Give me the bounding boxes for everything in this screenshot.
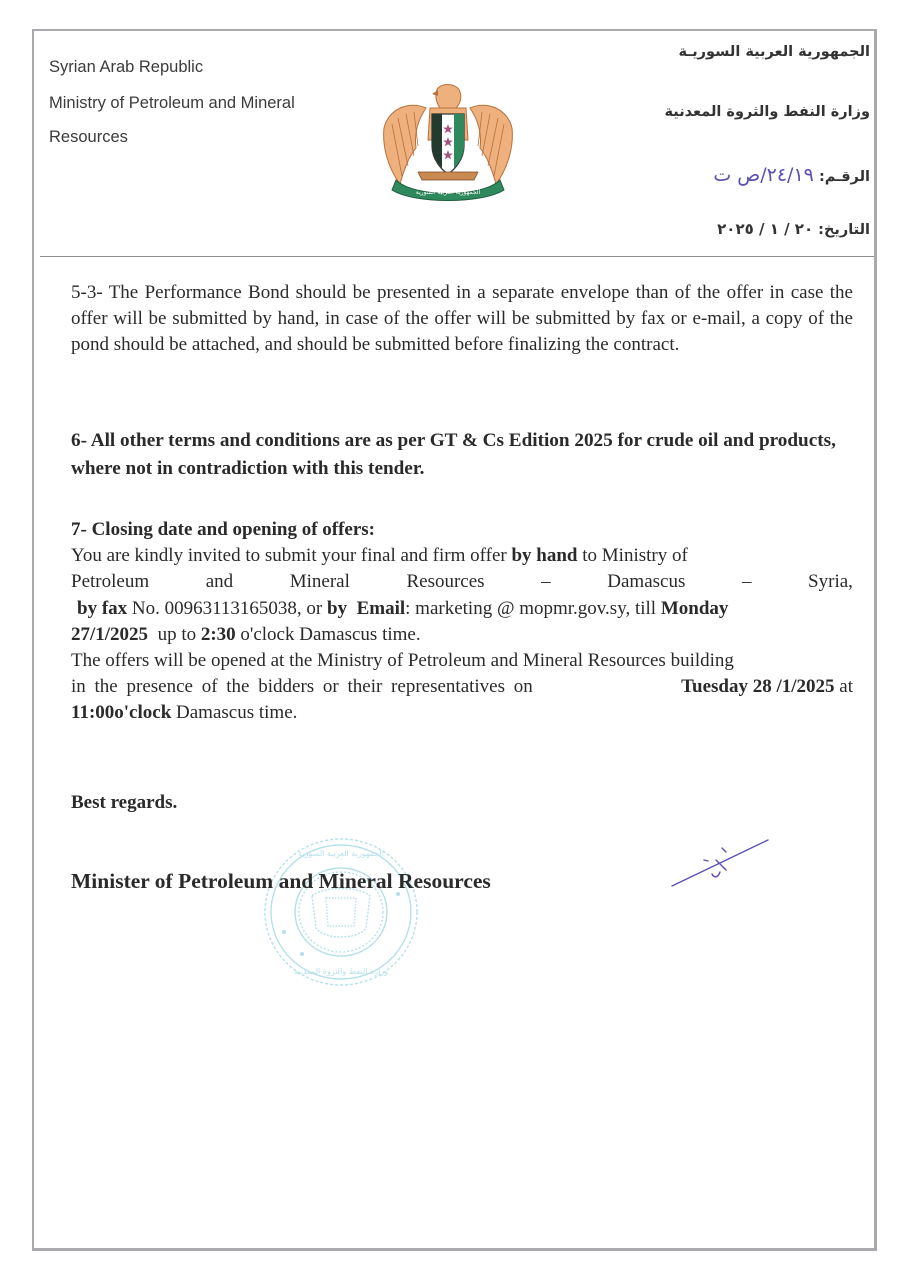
opening-time: 11:00o'clock	[71, 702, 172, 724]
text-run: Damascus time.	[171, 702, 298, 724]
section-5-3-paragraph: 5-3- The Performance Bond should be presented in a separate envelope than of the offer in case the offer will be submitted by hand, in case of the offer will be submitted by fax or e-mail, a copy of the pond should be attached, and should be submitted before finalizing the contract.	[71, 282, 853, 356]
bold-email: Email	[347, 597, 406, 619]
section-7-title: 7- Closing date and opening of offers:	[71, 519, 376, 540]
reference-value: ٢٤/١٩/ص ت	[713, 164, 814, 186]
bold-by-hand: by hand	[511, 545, 578, 567]
word: Syria,	[808, 571, 853, 593]
word: and	[205, 571, 234, 593]
section-7-line-2	[71, 569, 853, 595]
word: –	[741, 571, 752, 593]
closing-time: 2:30	[200, 623, 236, 645]
section-7-line-4	[71, 622, 853, 648]
ministry-name-arabic: وزارة النفط والثروة المعدنية	[664, 104, 870, 120]
eagle-emblem-icon	[378, 80, 518, 202]
country-name-arabic: الجمهورية العربية السوريـة	[678, 44, 870, 60]
word: Damascus	[607, 571, 686, 593]
word: –	[541, 571, 551, 593]
svg-text:وزارة النفط والثروة المعدنية: وزارة النفط والثروة المعدنية	[293, 967, 389, 976]
signatory-title: Minister of Petroleum and Mineral Resources	[71, 869, 491, 893]
official-stamp-icon	[262, 836, 420, 988]
section-7-line-5: The offers will be opened at the Ministry of Petroleum and Mineral Resources building	[71, 650, 734, 672]
closing-date: 27/1/2025	[71, 623, 149, 645]
section-7-line-1	[71, 543, 853, 569]
section-6-paragraph: 6- All other terms and conditions are as per GT & Cs Edition 2025 for crude oil and products, where not in contradiction with this tender.	[71, 430, 836, 479]
text-run: up to	[148, 623, 201, 645]
opening-date: Tuesday 28 /1/2025	[681, 676, 835, 698]
word: Resources	[406, 571, 485, 593]
bold-monday: Monday	[660, 597, 729, 619]
ministry-name-line2: Resources	[49, 128, 128, 146]
email-address: : marketing @ mopmr.gov.sy, till	[405, 597, 661, 619]
letter-date	[717, 220, 870, 238]
word: Petroleum	[71, 571, 150, 593]
section-7-line-3	[71, 596, 853, 622]
date-value: ٢٠ / ١ / ٢٠٢٥	[717, 220, 814, 238]
ministry-name-line1: Ministry of Petroleum and Mineral	[49, 94, 295, 112]
bold-by: by	[327, 597, 348, 619]
reference-label: الرقـم:	[818, 169, 870, 185]
reference-number	[713, 164, 870, 186]
text-run: to Ministry of	[577, 545, 688, 567]
handwritten-signature-icon	[660, 830, 780, 900]
text-run: in the presence of the bidders or their representatives on	[71, 676, 533, 698]
country-name: Syrian Arab Republic	[49, 58, 204, 76]
word: Mineral	[289, 571, 350, 593]
section-7-line-6	[71, 674, 853, 700]
svg-text:الجمهورية العربية السورية: الجمهورية العربية السورية	[415, 189, 481, 196]
bold-by-fax: by fax	[77, 597, 128, 619]
header-divider	[40, 256, 874, 257]
closing-salutation: Best regards.	[71, 792, 178, 813]
text-run: o'clock Damascus time.	[235, 623, 421, 645]
date-label: التاريخ:	[818, 222, 870, 238]
text-run: at	[834, 676, 853, 698]
text-run: You are kindly invited to submit your final and firm offer	[71, 545, 512, 567]
section-7	[71, 517, 853, 727]
svg-text:الجمهورية العربية السورية: الجمهورية العربية السورية	[298, 849, 384, 858]
section-7-line-7	[71, 700, 853, 726]
fax-number: No. 00963113165038, or	[127, 597, 327, 619]
